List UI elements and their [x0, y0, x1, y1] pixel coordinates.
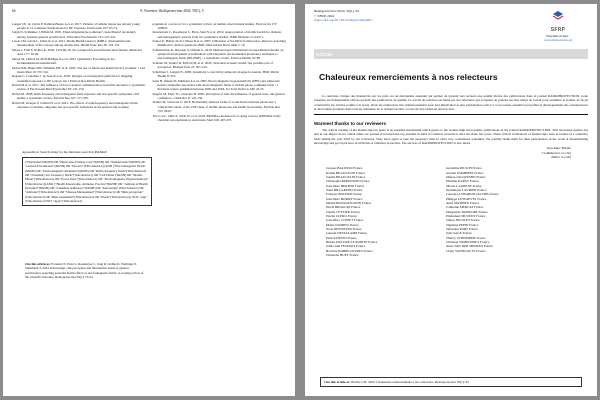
reviewer-name: Thierry SCHNEIDER France — [446, 235, 486, 240]
reviewer-name: Jacques BALOSSO France — [326, 166, 363, 171]
reviewer-name: Stéphane PEPIN France — [446, 222, 479, 227]
reference-item: Schreier M, Stadler D, Fulford M, et al. 2020. Structural-acoustic model: the possible role of perception. Biomed Tech 22: 207-210. — [152, 61, 273, 70]
reviewer-list — [314, 166, 588, 257]
reviewer-name: Laurence LEBARON-JACOBS France — [446, 192, 499, 197]
reference-item: population: a protocol for a systematic review on human observational studies. Environ Int 157: 106852. — [152, 21, 278, 30]
running-head-volume: 2024, 59(1), 5 — [183, 9, 204, 13]
reviewer-name: Claire VANNGOCTY France — [446, 248, 486, 253]
reviewer-name: Anne MATHIEU France — [446, 200, 480, 205]
reviewer-name: Jean-Marc COSSET France — [326, 218, 364, 223]
cite-text: Forestier E, Ernst L, Rosemeyer C, Jung R, Lüdtke K, Wallinger P, Weismann T. 2024. Knowledge, risk perception and information needs of general practitioners regarding potential health effects of electromagnetic fields: A scoping review of the scientific literature. Radioprotection 59(1): 55-64. — [25, 262, 144, 279]
sfrp-logo-icon — [551, 10, 565, 22]
section-label: Article — [316, 51, 333, 57]
journal-volume: 2024, 59(1), 65 — [337, 9, 360, 13]
reviewer-name: David BROGGIO France — [326, 205, 361, 210]
reviewer-name: Estelle CLERO France — [326, 214, 357, 219]
reviewer-name: Catherine MERCAT France — [446, 205, 484, 210]
references-column-1 — [12, 22, 146, 123]
reviewer-name: Didier DAMIEN France — [326, 222, 359, 227]
logo-text: SFRP — [550, 27, 566, 33]
references-column-2 — [153, 22, 287, 123]
reference-item: Siegrist M, Earle TC, Gutscher H. 2005. Perception of risk: the influence of general trust, and general confidence. J Risk Res 8: 145-156. — [152, 91, 285, 100]
appendix-title: Appendix A: Search string for the literature search in PubMed: — [22, 150, 108, 155]
cite-label: Cite this article as: — [25, 262, 51, 266]
reviewer-name: Anne VAN DER MEEREN France — [446, 244, 493, 249]
cite-block-right — [320, 377, 582, 387]
reviewer-column-2 — [446, 166, 566, 257]
journal-logo — [538, 9, 578, 42]
cite-text: Bertho J-M. 2024. Chaleureux remerciements à nos relecteurs. Radioprotection 59(1): 65 — [351, 379, 469, 384]
reference-item: Seitz H, Stinner D, Eikmann T et al. 2005. Electromagnetic hypersensitivity (EHS) and subjective health complaints associated with electromagnetic fields of mobile phone communication - a literature review published between 2000 and 2004. Sci Total Environ 349: 45-55. — [152, 78, 280, 92]
reference-item: Röösli M, Dongus S, Jalilian H, et al. 2021. The effects of radiofrequency electromagnetic fields exposure on tinnitus, migraine and non-specific symptoms in the general and working — [12, 100, 138, 110]
section-bar — [314, 49, 588, 59]
reviewer-name: Laurent DESTACAMP France — [326, 231, 368, 236]
copyright: © SFRP, 2024 — [314, 13, 335, 18]
reviewer-name: Michel BOURGUIGNON France — [326, 200, 372, 205]
reviewer-name: Jean-Marc BORDY France — [326, 196, 363, 201]
reviewer-name: Bouchra HABIB-GEYRES France — [326, 248, 373, 253]
search-string-box — [22, 157, 152, 206]
reviewer-name: Jean-Marc BERTHO France — [326, 183, 365, 188]
english-title: Warmest thanks to our reviewers — [314, 120, 387, 126]
reference-item: Stadler M, Schwartz U. 2018. Hormonally-induced forms of work-derived mobile phone use: a comparative study of the USE study of mobile phone use and health in Germany. Environ Res 155: 80-87. — [152, 100, 280, 113]
reviewer-name: Joëlle Ann FEGHALI France — [326, 244, 366, 249]
english-paragraph: The critical reading of the manuscripts by peers is an essential mechanism which grants to the readers high level quality publications in the journal RADIOPROTECTION. This increasing quality has had in our impact factor which ranks our journal in between the top journals in field of radiation protection since the three last years. These critical evaluations of manuscripts were provided on a voluntary basis during the year 2023 by our reviewers. They have agree to take the necessary time in often very constrained schedules. We warmly thank them for their participation in the work of disseminating knowledge and good practices in all fields of radiation protection. The success of RADIOPROTECTION is also theirs. — [314, 127, 588, 145]
reviewer-name: Simon NICOLES France — [446, 218, 480, 223]
reference-item: Rosenstrom C, Rosemeyer C, Brew-Sam N et al. 2019. Appropriation of mobile health for diabetes self-management: lessons from two qualitative studies. JMIR Diabetes 4: e10271. — [152, 30, 282, 39]
signature-name: Jean-Marc Bertho — [546, 146, 571, 151]
reference-item: Langer CE, de Llobet P, Dalmau-Bueno A et al. 2017. Patterns of cellular phone use among young people in 12 countries: implications for RF exposure. Environ Int 107: 65-74. — [12, 21, 140, 30]
references — [12, 22, 286, 123]
site-link[interactable]: www.radioprotection.org — [543, 38, 573, 42]
reference-item: Meyer M, Lüttich M, Pfaff-Rüdiger R et al. 2021. Qualitative Forschung in der Kommunikationswissenschaft. — [12, 56, 115, 66]
search-string: ("Physicians"[MeSH] OR "Physicians, Primary Care"[MeSH] OR "Pediatricians"[MeSH] OR "General Practitioners"[MeSH] OR "Doctors"[Title/Abstract]) AND ("Electromagnetic Fields"[MeSH] OR "Electromagnetic Radiation"[MeSH] OR "Radio-frequency fields"[Title/Abstract] OR "Extremely low frequency fields"[Title/Abstract] OR "Cell Phone"[MeSH] OR "Mobile Phone"[Title/Abstract] OR "Power lines"[Title/Abstract] OR "Electromagnetic Hypersensitivity"[Title/Abstract]) AND ("Health Knowledge, Attitudes, Practice"[MeSH] OR "Attitude of Health Personnel"[MeSH] OR "Guideline Adherence"[MeSH] OR "Knowledge"[Title/Abstract] OR "Attitudes"[Title/Abstract] OR "Disease Management"[Title/Abstract] OR "Risk perception"[Title/Abstract] OR "Risk assessment"[Title/Abstract] OR "Needs"[Title/Abstract]) NOT "App"[Title/Abstract] NOT "Apps"[Title/Abstract]. — [25, 159, 149, 203]
reviewer-name: Géraldine IELSCH France — [446, 166, 482, 171]
french-paragraph: La relecture critique des manuscrits par les pairs est un mécanisme essentiel qui permet de garantir aux lecteurs une qualité élevée des publications dans le journal RADIOPROTECTION. Cette expertise est indispensable afin de garantir une publication de qualité. Ce travail de relecture est mené par des relecteurs qui acceptent de prendre sur leur temps de travail pour examiner et évaluer de façon constructive les articles soumis à la revue. Nous les remercions très chaleureusement pour leur implication et leur participation active à ce processus essentiel qui permet le développement des connaissances et des bonnes pratiques dans tous les domaines de la radioprotection. Le succès du journal est aussi le leur. — [314, 94, 588, 112]
signature-role-english: Editor in chief — [551, 154, 571, 159]
running-head-right — [314, 9, 588, 42]
reviewer-name: Karine BEAUGELIN France — [326, 170, 365, 175]
journal-name: Radioprotection — [314, 9, 337, 13]
reference-item: Röösli M. 2008. Radiofrequency electromagnetic field exposure and non-specific symptoms of ill health: a systematic review. Environ Res 107: 277-287. — [12, 91, 140, 101]
reviewer-name: Julie SAGE France — [446, 231, 472, 236]
reviewer-name: Manon JACQUEMIN France — [446, 174, 486, 179]
reference-item: Schmiedchen K, Driessen S, Oftedal G. 2019. Methodological limitations in experimental studies on symptom development in individuals with idiopathic environmental intolerance attributed to electromagnetic fields (IEI-EMF) - a systematic review. Environ Health 18: 88. — [152, 47, 284, 61]
reviewer-name: Christian TAMPONNET France — [446, 240, 490, 245]
french-title: Chaleureux remerciements à nos relecteurs — [319, 72, 498, 82]
appendix-a — [12, 150, 152, 206]
reference-item: Schröttner J, Leitgeb N. 2008. Sensitivity to electricity-temporal changes in Austria. BMC Public Health 8: 310. — [152, 69, 280, 79]
divider — [314, 114, 588, 115]
reviewer-name: Sophie BEAUGELIN France — [326, 174, 366, 179]
signature-role: Co-Rédacteur en chef — [541, 150, 571, 155]
reference-item: Meyer I, Fröh F, Rößler K. 2020. COVID-19, 5G conspiracies and infrastructural futures. Media Int Aust 177: 30-46. — [12, 47, 142, 57]
reviewer-column-1 — [326, 166, 446, 257]
reviewer-name: Patrick DEVIN France — [326, 235, 357, 240]
cite-label: Cite this article as: — [324, 379, 351, 384]
running-head-left: 64 E. Forestier: Radioprotection 2024, 59(1), 5 — [12, 9, 204, 13]
reference-item: Tricco AC, Lillie E, Zarin W, et al. 2018. PRISMA extension for scoping reviews (PRISMA-ScR): checklist and explanation. Ann Intern Med 169: 467-473. — [152, 113, 281, 122]
left-page — [3, 4, 295, 396]
right-page — [305, 4, 597, 396]
reviewer-name: Sophie CETTIER France — [326, 209, 360, 214]
reviewer-name: Christelle HUET France — [326, 253, 359, 258]
reviewer-name: Yann BILLAREND France — [326, 187, 363, 192]
reviewer-name: Christophe BERGERON France — [326, 179, 370, 184]
journal-meta — [314, 9, 434, 23]
running-head-author: E. Forestier — [140, 9, 158, 13]
reviewer-name: Maxime KARST France — [446, 179, 479, 184]
cite-block-left — [25, 262, 145, 279]
available-online: Disponible en ligne : — [546, 35, 570, 38]
reference-item: Parker RM, Baker DW, Williams MV et al. 1995. The test of functional health literacy in adults. J Gen Intern Med 10: 537-541. — [12, 65, 146, 74]
reviewer-name: Marguerite MONFORT France — [446, 209, 488, 214]
reference-item: Reguin C, Coutellier J, de Seze R et al. 2020. Designs of an integrated platform for mapping residential exposure to RF sources. Int J Environ Res Public Health. — [12, 74, 133, 83]
doi-link[interactable]: https://doi.org/10.1051/radiopro/2024001 — [314, 18, 373, 23]
reference-item: Lewis CM, Gavin L, Zeller R et al. 2021. Media Health Literacy (MHL): development and measurement of the concept among adolescents. Health Educ Res 36: 123-133. — [12, 39, 131, 48]
reviewer-name: Hubert DUCOUP LE POINTE France — [326, 240, 378, 245]
reviewer-name: Aurélie ISAMBERT France — [446, 170, 484, 175]
reviewer-name: Emmanuel MUSEUX France — [446, 214, 486, 219]
reference-item: Santos E, Heiber-Stoll J, Hasse D et al. 2007. Utilisation of the PICO framework to improve searching PubMed for clinical questions. BMC Med Inform Decis Mak 7: 16. — [152, 39, 286, 48]
running-head-journal: Radioprotection — [159, 9, 183, 13]
reference-item: Röösli M et al. 2017. The influence of doctor-patient communication on health outcomes: a systematic review. Z Psychosom Med Psychother 63: 131-150. — [12, 83, 146, 92]
reviewer-name: Dominique LAURIER France — [446, 187, 487, 192]
reviewer-name: Sébastien PORT France — [446, 227, 478, 232]
signature — [314, 146, 588, 159]
reviewer-name: François BOCHUD Suisse — [326, 192, 362, 197]
reviewer-name: Yvon DESNOYER France — [326, 227, 362, 232]
reviewer-name: Philippe LESTAEVEL France — [446, 196, 487, 201]
reference-item: Leigh N, Schüttmer J, Böhm M. 2005. Elektromagnetische pollution? cause illness? An inquiry among Austrian general practitioners. Wien Med Wochenschr 155: 237-241. — [12, 30, 137, 39]
page-number: 64 — [12, 9, 16, 13]
reviewer-name: Olivier LAURENT France — [446, 183, 482, 188]
